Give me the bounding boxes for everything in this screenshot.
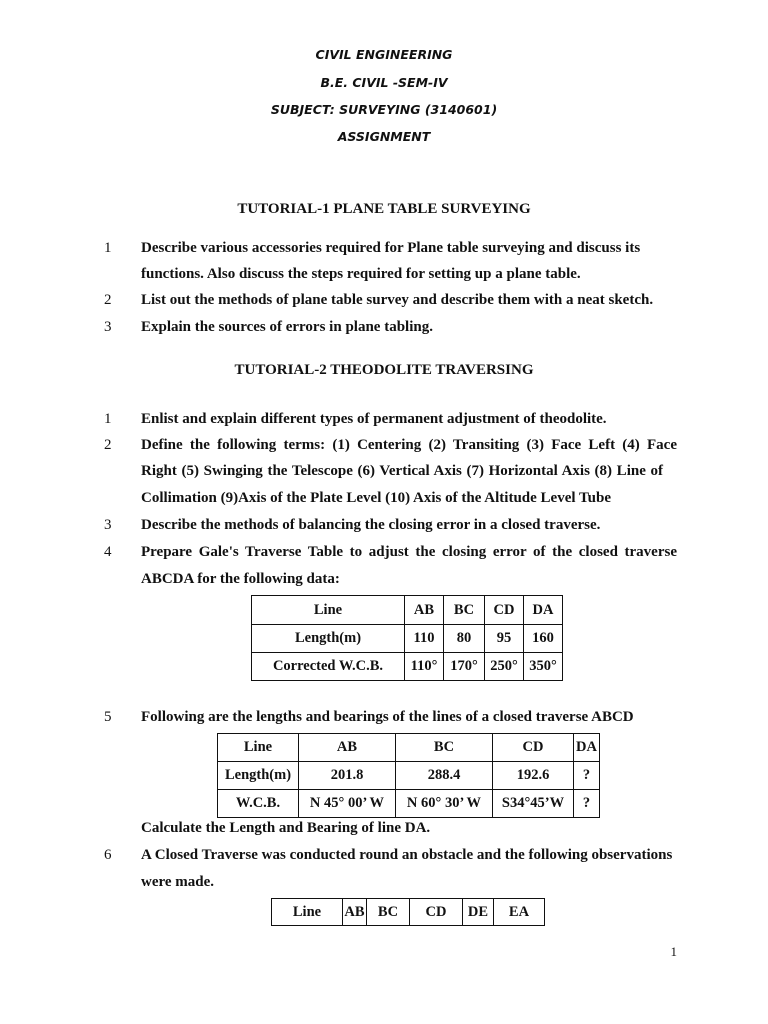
table-row bbox=[218, 762, 600, 790]
gale-traverse-data-table bbox=[251, 595, 563, 681]
t1-q1-line-2: functions. Also discuss the steps required for setting up a plane table. bbox=[141, 266, 581, 282]
table-cell: N 45° 00’ W bbox=[299, 790, 396, 818]
t2-q4-line-2: ABCDA for the following data: bbox=[141, 571, 340, 587]
table-cell: 80 bbox=[444, 625, 485, 653]
t1-q1-line-1: Describe various accessories required for Plane table surveying and discuss its bbox=[141, 240, 641, 256]
table-cell: CD bbox=[485, 596, 524, 625]
t2-q3-line-1: Describe the methods of balancing the closing error in a closed traverse. bbox=[141, 517, 601, 533]
table-cell: ? bbox=[574, 790, 600, 818]
t2-q2-line-1: Define the following terms: (1) Centering (2) Transiting (3) Face Left (4) Face bbox=[141, 437, 677, 453]
table-cell: 288.4 bbox=[396, 762, 493, 790]
table-row bbox=[272, 899, 545, 926]
table-cell: W.C.B. bbox=[218, 790, 299, 818]
t1-q1-number: 1 bbox=[104, 240, 112, 256]
table-cell: N 60° 30’ W bbox=[396, 790, 493, 818]
table-cell: DA bbox=[524, 596, 563, 625]
t2-q6-number: 6 bbox=[104, 847, 112, 863]
table-cell: BC bbox=[444, 596, 485, 625]
table-cell: AB bbox=[299, 734, 396, 762]
t2-q5-after-text: Calculate the Length and Bearing of line DA. bbox=[141, 820, 431, 836]
table-cell: BC bbox=[367, 899, 410, 926]
header-line-4: ASSIGNMENT bbox=[337, 129, 431, 144]
t2-q5-line-1: Following are the lengths and bearings of the lines of a closed traverse ABCD bbox=[141, 709, 634, 725]
table-cell: CD bbox=[493, 734, 574, 762]
table-cell: Line bbox=[252, 596, 405, 625]
table-cell: CD bbox=[410, 899, 463, 926]
obstacle-traverse-table bbox=[271, 898, 545, 926]
table-cell: 160 bbox=[524, 625, 563, 653]
t1-q3-line-1: Explain the sources of errors in plane tabling. bbox=[141, 319, 433, 335]
t2-q6-line-2: were made. bbox=[141, 874, 215, 890]
t2-q4-line-1: Prepare Gale's Traverse Table to adjust the closing error of the closed traverse bbox=[141, 544, 677, 560]
table-cell: Line bbox=[272, 899, 343, 926]
t2-q1-number: 1 bbox=[104, 411, 112, 427]
table-cell: EA bbox=[494, 899, 545, 926]
table-cell: 250° bbox=[485, 653, 524, 681]
t2-q4-number: 4 bbox=[104, 544, 112, 560]
table-cell: 110 bbox=[405, 625, 444, 653]
table-cell: 170° bbox=[444, 653, 485, 681]
t1-q2-number: 2 bbox=[104, 292, 112, 308]
table-cell: DA bbox=[574, 734, 600, 762]
tutorial-2-title: TUTORIAL-2 THEODOLITE TRAVERSING bbox=[234, 362, 534, 378]
t2-q3-number: 3 bbox=[104, 517, 112, 533]
t1-q3-number: 3 bbox=[104, 319, 112, 335]
table-cell: 192.6 bbox=[493, 762, 574, 790]
table-cell: Corrected W.C.B. bbox=[252, 653, 405, 681]
table-cell: AB bbox=[343, 899, 367, 926]
tutorial-1-title: TUTORIAL-1 PLANE TABLE SURVEYING bbox=[237, 201, 531, 217]
t2-q6-line-1: A Closed Traverse was conducted round an obstacle and the following observations bbox=[141, 847, 673, 863]
table-cell: 201.8 bbox=[299, 762, 396, 790]
table-cell: BC bbox=[396, 734, 493, 762]
table-cell: Length(m) bbox=[218, 762, 299, 790]
t2-q5-number: 5 bbox=[104, 709, 112, 725]
table-row bbox=[252, 596, 563, 625]
table-row bbox=[252, 625, 563, 653]
header-line-3: SUBJECT: SURVEYING (3140601) bbox=[270, 102, 498, 117]
table-cell: Length(m) bbox=[252, 625, 405, 653]
closed-traverse-abcd-table bbox=[217, 733, 600, 818]
table-cell: ? bbox=[574, 762, 600, 790]
table-cell: 110° bbox=[405, 653, 444, 681]
t2-q2-line-2: Right (5) Swinging the Telescope (6) Vertical Axis (7) Horizontal Axis (8) Line of bbox=[141, 463, 663, 479]
header-line-2: B.E. CIVIL -SEM-IV bbox=[320, 75, 448, 90]
table-row bbox=[218, 790, 600, 818]
table-cell: 95 bbox=[485, 625, 524, 653]
table-cell: 350° bbox=[524, 653, 563, 681]
table-row bbox=[218, 734, 600, 762]
table-row bbox=[252, 653, 563, 681]
t2-q2-number: 2 bbox=[104, 437, 112, 453]
page-number: 1 bbox=[670, 944, 677, 959]
header-line-1: CIVIL ENGINEERING bbox=[315, 47, 453, 62]
table-cell: AB bbox=[405, 596, 444, 625]
table-cell: S34°45’W bbox=[493, 790, 574, 818]
table-cell: DE bbox=[463, 899, 494, 926]
t2-q2-line-3: Collimation (9)Axis of the Plate Level (10) Axis of the Altitude Level Tube bbox=[141, 490, 611, 506]
table-cell: Line bbox=[218, 734, 299, 762]
t2-q1-line-1: Enlist and explain different types of permanent adjustment of theodolite. bbox=[141, 411, 607, 427]
t1-q2-line-1: List out the methods of plane table survey and describe them with a neat sketch. bbox=[141, 292, 654, 308]
